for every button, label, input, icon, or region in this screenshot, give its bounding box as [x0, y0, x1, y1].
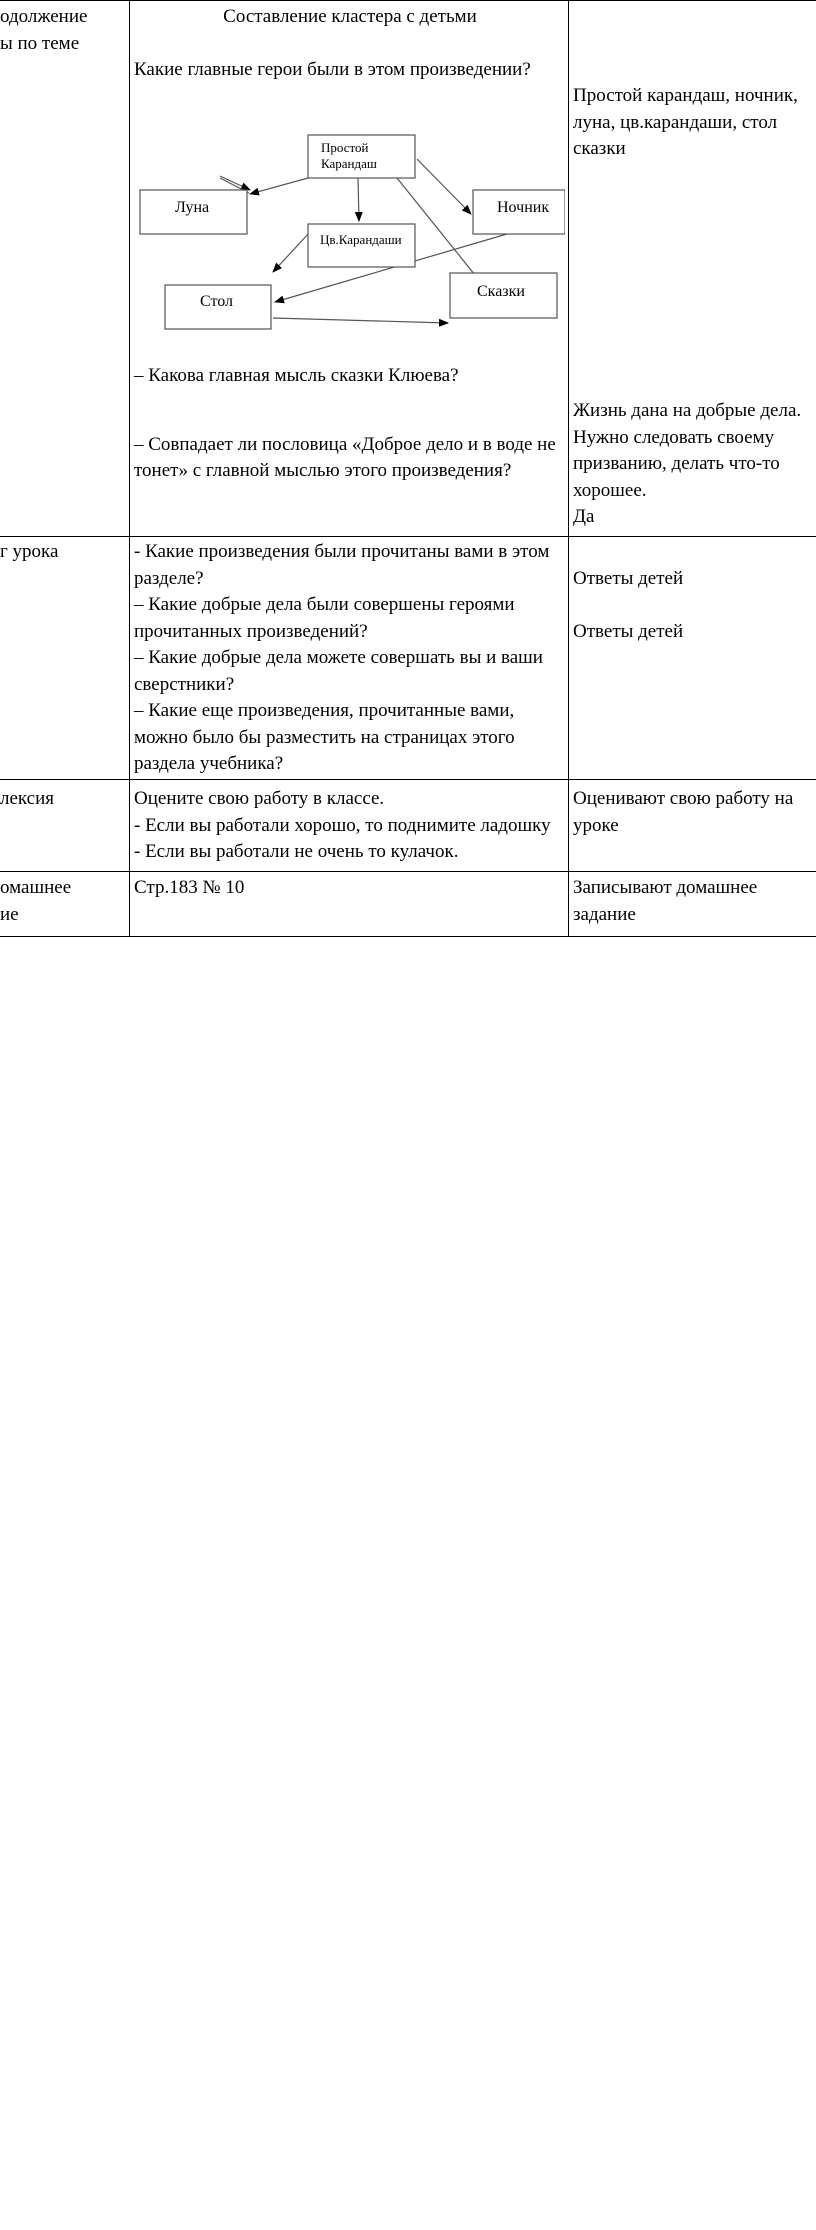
node-pencil [308, 135, 415, 178]
row2-answer-1: Ответы детей [573, 568, 684, 589]
question-works-read: - Какие произведения были прочитаны вами в этом разделе? [134, 541, 550, 589]
node-nightlight-label: Ночник [497, 199, 550, 216]
cluster-heading: Составление кластера с детьми [223, 6, 477, 27]
row2-stage-line1: г урока [0, 541, 59, 562]
question-main-heroes: Какие главные герои были в этом произведении? [134, 58, 531, 80]
question-good-deeds-heroes: – Какие добрые дела были совершены героями прочитанных произведений? [134, 594, 515, 642]
table-line-row2 [0, 779, 816, 780]
table-line-col2 [568, 0, 569, 937]
row2-students-cell [573, 566, 816, 645]
node-colored-label: Цв.Карандаши [320, 232, 402, 247]
edge-pencil-colored [358, 178, 359, 221]
cluster-diagram [135, 130, 565, 340]
row1-teacher-questions [134, 363, 566, 485]
row2-teacher-cell [134, 539, 568, 778]
row3-teacher-cell [134, 786, 568, 866]
row1-teacher-cell [134, 4, 566, 83]
edge-colored-table [273, 232, 310, 272]
row3-stage-cell [0, 786, 128, 813]
answer-main-idea: Жизнь дана на добрые дела. Нужно следовать своему призванию, делать что-то хорошее. [573, 400, 802, 501]
table-line-col1 [129, 0, 130, 937]
edge-pencil-nightlight [417, 159, 471, 214]
homework-assignment: Стр.183 № 10 [134, 877, 245, 898]
row4-stage-line2: ие [0, 903, 19, 925]
node-moon [140, 190, 247, 234]
answer-proverb: Да [573, 506, 595, 527]
row1-stage-cell [0, 4, 128, 57]
row4-students-cell [573, 875, 816, 928]
row2-answer-2: Ответы детей [573, 620, 684, 642]
row3-students-cell [573, 786, 816, 839]
edge-table-tales [273, 318, 448, 323]
cluster-arrow-moon [250, 178, 308, 194]
table-line-row1 [0, 536, 816, 537]
row1-students-answers [573, 398, 816, 531]
question-proverb: – Совпадает ли пословица «Доброе дело и в воде не тонет» с главной мыслью этого произведения? [134, 433, 556, 481]
question-other-works: – Какие еще произведения, прочитанные вами, можно было бы разместить на страницах этого раздела учебника? [134, 700, 515, 774]
row4-teacher-cell [134, 875, 568, 902]
node-table [165, 285, 271, 329]
node-pencil-line2: Карандаш [321, 156, 377, 171]
node-tales [450, 273, 557, 318]
row3-answer: Оценивают свою работу на уроке [573, 788, 794, 836]
reflection-fist: - Если вы работали не очень то кулачок. [134, 841, 459, 862]
node-pencil-line1: Простой [321, 140, 369, 155]
reflection-instruction: Оцените свою работу в классе. [134, 788, 385, 809]
table-line-row3 [0, 871, 816, 872]
answer-heroes: Простой карандаш, ночник, луна, цв.карандаши, стол сказки [573, 85, 798, 159]
node-nightlight [473, 190, 565, 234]
row1-stage-line1: одолжение [0, 6, 88, 27]
reflection-palm: - Если вы работали хорошо, то поднимите ладошку [134, 814, 551, 836]
question-good-deeds-you: – Какие добрые дела можете совершать вы и ваши сверстники? [134, 647, 543, 695]
node-moon-label: Луна [175, 199, 210, 216]
row4-stage-line1: омашнее [0, 877, 72, 898]
node-table-label: Стол [200, 293, 234, 310]
row1-students-cell [573, 83, 816, 163]
row1-stage-line2: ы по теме [0, 32, 80, 54]
row4-stage-cell [0, 875, 128, 928]
row4-answer: Записывают домашнее задание [573, 877, 758, 925]
node-tales-label: Сказки [477, 283, 525, 300]
node-colored [308, 224, 415, 267]
table-line-top [0, 0, 816, 1]
question-main-idea: – Какова главная мысль сказки Клюева? [134, 365, 459, 386]
row3-stage-line1: лексия [0, 788, 55, 809]
edge-pencil-moon [220, 176, 250, 190]
table-line-bottom [0, 936, 816, 937]
row2-stage-cell [0, 539, 128, 566]
